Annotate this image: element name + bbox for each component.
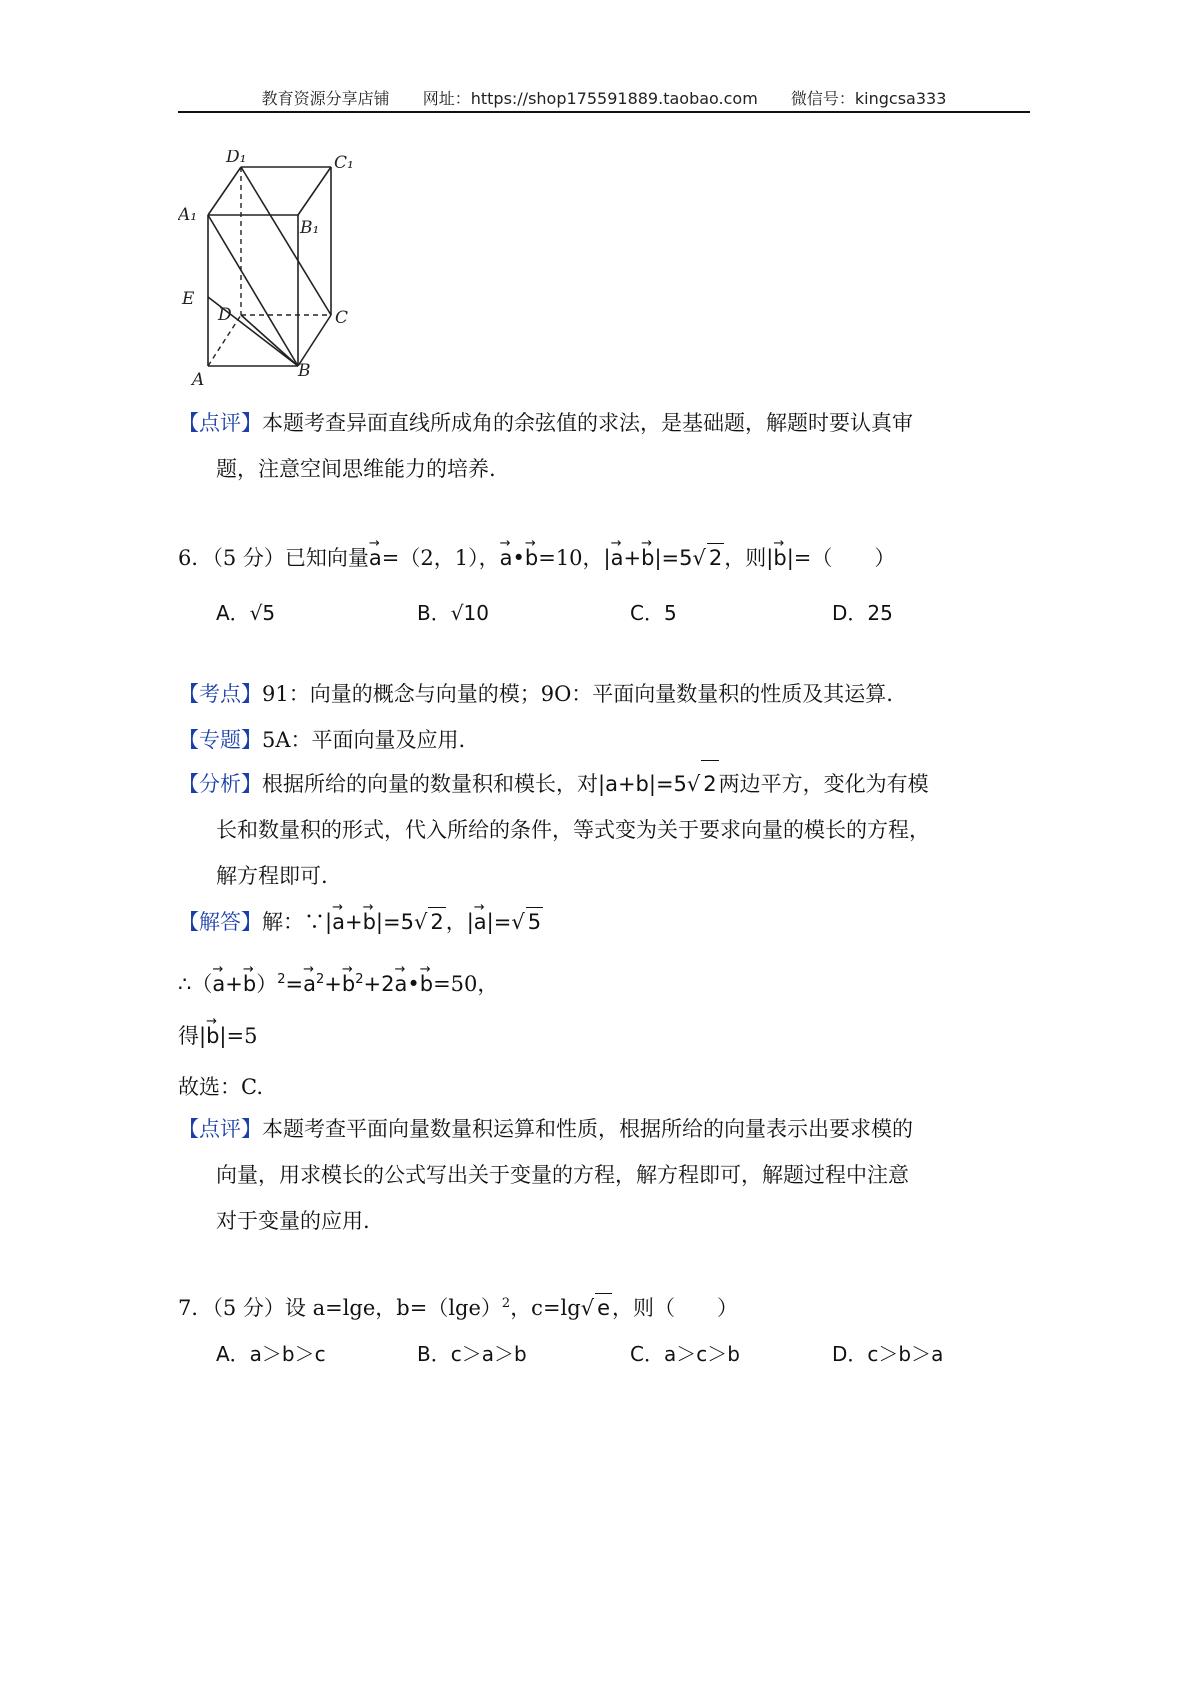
q5-review: [178, 400, 1038, 492]
review-text-3: 对于变量的应用.: [216, 1209, 370, 1233]
q7-stem-part: 7．（5 分）设 a=lge，b=（lge）: [178, 1296, 502, 1320]
q7-stem-part: ，c=lg: [510, 1296, 581, 1320]
q6-option-d: D．25: [832, 601, 893, 625]
label-c: C: [335, 308, 349, 328]
review-text-1: 本题考查平面向量数量积运算和性质，根据所给的向量表示出要求模的: [262, 1117, 913, 1141]
q6-step2: ∴（→ $a+\to b)^2=\to a^2+\to b^2+2\to$ a•→ b=50，: [178, 966, 498, 998]
step2-text: =50，: [433, 972, 499, 996]
fenxi-text: 根据所给的向量的数量积和模长，对: [262, 772, 598, 796]
step3-text: =5: [226, 1024, 258, 1048]
shop-url: 网址：https://shop175591889.taobao.com: [422, 89, 758, 108]
label-c1: C₁: [334, 153, 354, 173]
q6-option-a: A．√5: [216, 601, 276, 625]
shop-name: 教育资源分享店铺: [261, 89, 390, 108]
label-d: D: [218, 305, 232, 325]
fenxi-tag: 【分析】: [178, 772, 262, 796]
review-text-2: 向量，用求模长的公式写出关于变量的方程，解方程即可，解题过程中注意: [216, 1163, 909, 1187]
label-d1: D₁: [226, 150, 247, 167]
label-a: A: [192, 370, 205, 390]
label-e: E: [182, 289, 195, 309]
zhuanti-text: 5A：平面向量及应用.: [262, 728, 466, 752]
q6-option-b: B．√10: [417, 601, 489, 625]
review-text-2: 题，注意空间思维能力的培养.: [216, 457, 496, 481]
q6-kaodian: [178, 680, 893, 708]
review-text-1: 本题考查异面直线所成角的余弦值的求法，是基础题，解题时要认真审: [262, 411, 913, 435]
kaodian-text: 91：向量的概念与向量的模；9O：平面向量数量积的性质及其运算.: [262, 682, 893, 706]
q6-zhuanti: [178, 726, 465, 754]
diag-d-b: [241, 315, 298, 366]
q7-option-a: A．a＞b＞c: [216, 1342, 326, 1366]
review-tag: 【点评】: [178, 411, 262, 435]
fenxi-text-3: 解方程即可.: [216, 864, 328, 888]
q6-stem-part: =10，: [538, 546, 604, 570]
edge-a1-d1: [208, 167, 241, 215]
wechat-id: 微信号：kingcsa333: [790, 89, 947, 108]
q6-option-c: C．5: [630, 601, 677, 625]
q6-step3: 得|→ b|=5: [178, 1022, 257, 1050]
q6-review: [178, 1106, 1038, 1244]
page-header: [178, 86, 1030, 109]
label-a1: A₁: [178, 205, 198, 225]
fenxi-text: 两边平方，变化为有模: [718, 772, 929, 796]
fenxi-text-2: 长和数量积的形式，代入所给的条件，等式变为关于要求向量的模长的方程，: [216, 818, 930, 842]
q6-answer: 故选：C.: [178, 1075, 263, 1099]
edge-c1-b1: [298, 167, 331, 215]
q6-fenxi: 【分析】根据所给的向量的数量积和模长，对|a+b|=5√ 2两边平方，变化为有模 长和数量积的形式，代入所给的条件，等式变为关于要求向量的模长的方程， 解方程即可.: [178, 760, 1038, 899]
q6-stem-part: =（ ）: [793, 546, 896, 570]
q6-jieda: 【解答】解：∵|→ a+→ b|=5√ 2，|→ a|=√ 5: [178, 907, 543, 936]
q6-stem-part: 6．（5 分）已知向量: [178, 546, 369, 570]
q6-stem: 6．（5 分）已知向量→ a=（2，1），→ a•→ b=10，|→ a+→ b|=5√ 2，则|→ b|=（ ）: [178, 543, 895, 572]
kaodian-tag: 【考点】: [178, 682, 262, 706]
q7-option-b: B．c＞a＞b: [417, 1342, 527, 1366]
step2-text: ∴（: [178, 972, 213, 996]
label-b: B: [298, 361, 311, 381]
jieda-text: 解：∵: [262, 910, 325, 934]
review-tag: 【点评】: [178, 1117, 262, 1141]
header-rule: [178, 111, 1030, 113]
q7-option-d: D．c＞b＞a: [832, 1342, 944, 1366]
q7-stem: 7．（5 分）设 a=lge，$b=(\lg e)^2$，c=lg√ e，则（ ）: [178, 1290, 738, 1322]
q6-stem-part: =（2，1），: [381, 546, 500, 570]
label-b1: B₁: [300, 218, 320, 238]
cuboid-figure: [178, 150, 418, 430]
q7-stem-part: ，则（ ）: [612, 1296, 739, 1320]
edge-b-c: [298, 315, 331, 366]
q7-option-c: C．a＞c＞b: [630, 1342, 740, 1366]
jieda-tag: 【解答】: [178, 910, 262, 934]
q6-stem-part: ，则: [724, 546, 767, 570]
zhuanti-tag: 【专题】: [178, 728, 262, 752]
step3-text: 得: [178, 1024, 199, 1048]
